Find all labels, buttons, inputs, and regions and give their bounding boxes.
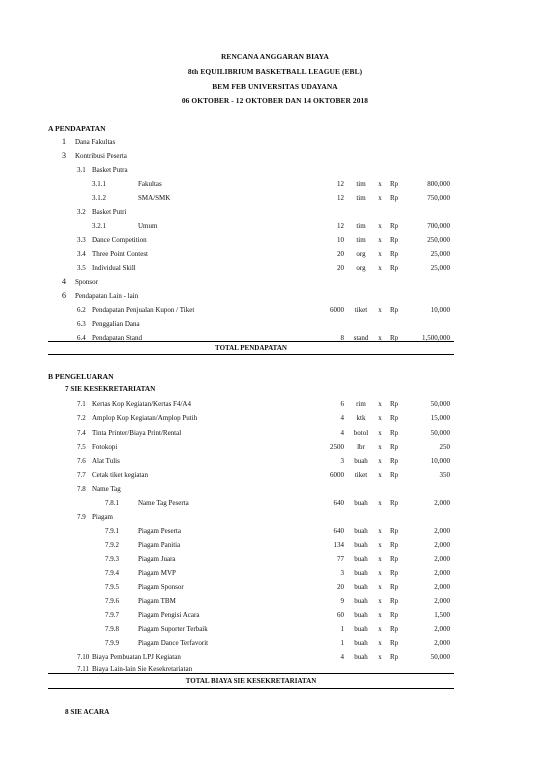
row-number: 1	[62, 137, 66, 146]
row-multiply: x	[378, 653, 382, 661]
row-multiply: x	[378, 625, 382, 633]
row-price: 2,000	[434, 639, 450, 647]
row-multiply: x	[378, 555, 382, 563]
row-label: Tinta Printer/Biaya Print/Rental	[92, 429, 182, 437]
section-b-title: B PENGELUARAN	[48, 372, 114, 381]
row-currency: Rp	[390, 180, 399, 188]
row-price: 2,000	[434, 541, 450, 549]
row-unit: buah	[354, 541, 368, 549]
row-price: 15,000	[430, 414, 450, 422]
row-unit: lbr	[357, 443, 365, 451]
row-number: 3	[62, 151, 66, 160]
row-label: Piagam Suporter Terbaik	[138, 625, 208, 633]
row-number: 7.9.5	[105, 583, 119, 591]
doc-title: RENCANA ANGGARAN BIAYA	[220, 52, 329, 61]
budget-row	[0, 320, 550, 331]
row-unit: buah	[354, 457, 368, 465]
row-label: Sponsor	[75, 278, 98, 286]
row-multiply: x	[378, 236, 382, 244]
budget-row	[0, 513, 550, 524]
row-currency: Rp	[390, 250, 399, 258]
budget-row	[0, 583, 550, 594]
row-multiply: x	[378, 541, 382, 549]
row-number: 3.4	[77, 250, 86, 258]
row-label: Dance Competition	[92, 236, 147, 244]
row-number: 6	[62, 291, 66, 300]
row-currency: Rp	[390, 194, 399, 202]
row-number: 7.9.2	[105, 541, 119, 549]
row-currency: Rp	[390, 583, 399, 591]
row-label: Penggalian Dana	[92, 320, 140, 328]
budget-row	[0, 443, 550, 454]
budget-row	[0, 639, 550, 650]
row-number: 7.9.7	[105, 611, 119, 619]
budget-row	[0, 400, 550, 411]
row-quantity: 8	[340, 334, 344, 342]
budget-row	[0, 625, 550, 636]
row-price: 700,000	[427, 222, 450, 230]
row-currency: Rp	[390, 306, 399, 314]
row-price: 25,000	[430, 264, 450, 272]
row-unit: buah	[354, 625, 368, 633]
budget-row	[0, 665, 550, 676]
row-unit: rim	[356, 400, 366, 408]
row-number: 7.11	[77, 665, 89, 673]
row-multiply: x	[378, 306, 382, 314]
row-currency: Rp	[390, 639, 399, 647]
row-number: 7.10	[77, 653, 90, 661]
row-unit: tim	[356, 222, 366, 230]
budget-row	[0, 292, 550, 303]
row-number: 6.2	[77, 306, 86, 314]
row-quantity: 6000	[330, 306, 344, 314]
budget-row	[0, 555, 550, 566]
budget-row	[0, 166, 550, 177]
row-currency: Rp	[390, 569, 399, 577]
sie-kesekretariatan-title: 7 SIE KESEKRETARIATAN	[65, 385, 156, 393]
row-multiply: x	[378, 443, 382, 451]
row-quantity: 1	[340, 625, 344, 633]
row-number: 7.2	[77, 414, 86, 422]
row-unit: buah	[354, 583, 368, 591]
row-price: 250	[439, 443, 450, 451]
row-price: 2,000	[434, 597, 450, 605]
row-label: Biaya Lain-lain Sie Kesekretariatan	[92, 665, 193, 673]
row-price: 2,000	[434, 583, 450, 591]
row-unit: ktk	[356, 414, 366, 422]
row-unit: botol	[353, 429, 369, 437]
row-price: 1,500	[434, 611, 450, 619]
row-quantity: 6000	[330, 471, 344, 479]
row-unit: tiket	[354, 471, 368, 479]
row-currency: Rp	[390, 555, 399, 563]
row-label: Basket Putra	[92, 166, 128, 174]
row-quantity: 77	[337, 555, 344, 563]
row-quantity: 4	[340, 429, 344, 437]
budget-row	[0, 611, 550, 622]
row-unit: buah	[354, 653, 368, 661]
row-multiply: x	[378, 400, 382, 408]
row-multiply: x	[378, 414, 382, 422]
row-label: Umum	[138, 222, 158, 230]
row-unit: buah	[354, 527, 368, 535]
row-number: 7.9.8	[105, 625, 119, 633]
row-quantity: 60	[337, 611, 344, 619]
row-multiply: x	[378, 194, 382, 202]
budget-row	[0, 264, 550, 275]
row-label: Individual Skill	[92, 264, 136, 272]
row-price: 2,000	[434, 499, 450, 507]
row-label: SMA/SMK	[138, 194, 171, 202]
row-label: Biaya Pembuatan LPJ Kegiatan	[92, 653, 181, 661]
row-price: 50,000	[430, 400, 450, 408]
budget-row	[0, 597, 550, 608]
row-label: Kertas Kop Kegiatan/Kertas F4/A4	[92, 400, 191, 408]
row-number: 7.6	[77, 457, 86, 465]
row-number: 7.8	[77, 485, 86, 493]
row-currency: Rp	[390, 334, 399, 342]
row-label: Piagam Panitia	[138, 541, 181, 549]
row-currency: Rp	[390, 236, 399, 244]
doc-organizer: BEM FEB UNIVERSITAS UDAYANA	[212, 82, 338, 91]
row-currency: Rp	[390, 457, 399, 465]
row-number: 3.3	[77, 236, 86, 244]
budget-row	[0, 527, 550, 538]
budget-row	[0, 457, 550, 468]
row-label: Name Tag Peserta	[138, 499, 189, 507]
row-multiply: x	[378, 180, 382, 188]
row-currency: Rp	[390, 222, 399, 230]
row-price: 250,000	[427, 236, 450, 244]
row-label: Piagam Peserta	[138, 527, 181, 535]
row-number: 7.5	[77, 443, 86, 451]
row-currency: Rp	[390, 400, 399, 408]
row-quantity: 4	[340, 653, 344, 661]
row-unit: org	[356, 264, 366, 272]
budget-row	[0, 194, 550, 205]
row-price: 800,000	[427, 180, 450, 188]
row-number: 3.5	[77, 264, 86, 272]
row-quantity: 20	[337, 583, 344, 591]
row-label: Basket Putri	[92, 208, 127, 216]
row-number: 6.3	[77, 320, 86, 328]
row-quantity: 12	[337, 180, 344, 188]
row-quantity: 12	[337, 194, 344, 202]
row-label: Dana Fakultas	[75, 138, 116, 146]
doc-date: 06 OKTOBER - 12 OKTOBER DAN 14 OKTOBER 2018	[181, 96, 369, 105]
row-label: Piagam Sponsor	[138, 583, 184, 591]
row-multiply: x	[378, 597, 382, 605]
row-label: Fotokopi	[92, 443, 118, 451]
budget-row	[0, 236, 550, 247]
row-price: 2,000	[434, 569, 450, 577]
section-a-title: A PENDAPATAN	[48, 124, 106, 133]
row-number: 3.2.1	[92, 222, 106, 230]
row-number: 4	[62, 277, 66, 286]
row-quantity: 3	[340, 569, 344, 577]
row-currency: Rp	[390, 443, 399, 451]
row-quantity: 640	[333, 499, 344, 507]
row-unit: tim	[356, 236, 366, 244]
row-currency: Rp	[390, 429, 399, 437]
row-quantity: 20	[337, 250, 344, 258]
row-currency: Rp	[390, 471, 399, 479]
row-quantity: 6	[340, 400, 344, 408]
row-price: 10,000	[430, 457, 450, 465]
row-label: Cetak tiket kegiatan	[92, 471, 148, 479]
row-label: Fakultas	[138, 180, 162, 188]
row-number: 7.9.9	[105, 639, 119, 647]
row-currency: Rp	[390, 541, 399, 549]
row-quantity: 640	[333, 527, 344, 535]
row-unit: tim	[356, 194, 366, 202]
row-unit: buah	[354, 639, 368, 647]
total-sekretariat-top-line	[48, 673, 454, 674]
budget-row	[0, 250, 550, 261]
row-multiply: x	[378, 429, 382, 437]
row-multiply: x	[378, 334, 382, 342]
row-price: 50,000	[430, 429, 450, 437]
budget-row	[0, 499, 550, 510]
row-price: 750,000	[427, 194, 450, 202]
row-label: Pendapatan Penjualan Kupon / Tiket	[92, 306, 195, 314]
row-currency: Rp	[390, 264, 399, 272]
row-price: 350	[439, 471, 450, 479]
row-label: Pendapatan Stand	[92, 334, 142, 342]
row-currency: Rp	[390, 527, 399, 535]
row-currency: Rp	[390, 625, 399, 633]
row-unit: buah	[354, 597, 368, 605]
row-quantity: 134	[333, 541, 344, 549]
row-quantity: 2500	[330, 443, 344, 451]
row-multiply: x	[378, 499, 382, 507]
row-label: Kontribusi Peserta	[75, 152, 127, 160]
row-price: 2,000	[434, 555, 450, 563]
row-quantity: 20	[337, 264, 344, 272]
row-label: Piagam Juara	[138, 555, 176, 563]
row-unit: stand	[353, 334, 369, 342]
row-label: Amplop Kop Kegiatan/Amplop Putih	[92, 414, 198, 422]
row-unit: buah	[354, 499, 368, 507]
budget-row	[0, 471, 550, 482]
row-unit: org	[356, 250, 366, 258]
row-unit: buah	[354, 569, 368, 577]
row-multiply: x	[378, 583, 382, 591]
row-multiply: x	[378, 264, 382, 272]
row-number: 7.8.1	[105, 499, 119, 507]
row-unit: buah	[354, 555, 368, 563]
budget-row	[0, 152, 550, 163]
row-unit: tiket	[354, 306, 368, 314]
row-number: 3.1.1	[92, 180, 106, 188]
row-multiply: x	[378, 639, 382, 647]
budget-row	[0, 208, 550, 219]
row-number: 7.9.4	[105, 569, 119, 577]
row-quantity: 1	[340, 639, 344, 647]
row-currency: Rp	[390, 597, 399, 605]
row-label: Three Point Contest	[92, 250, 148, 258]
row-multiply: x	[378, 569, 382, 577]
row-price: 25,000	[430, 250, 450, 258]
row-unit: tim	[356, 180, 366, 188]
row-label: Piagam Pengisi Acara	[138, 611, 200, 619]
budget-row	[0, 429, 550, 440]
total-pendapatan-label: TOTAL PENDAPATAN	[215, 344, 287, 352]
row-number: 7.7	[77, 471, 86, 479]
row-quantity: 9	[340, 597, 344, 605]
budget-row	[0, 569, 550, 580]
row-multiply: x	[378, 527, 382, 535]
row-number: 3.1	[77, 166, 86, 174]
total-sekretariat-bottom-line	[48, 688, 454, 689]
row-quantity: 4	[340, 414, 344, 422]
budget-row	[0, 306, 550, 317]
budget-row	[0, 222, 550, 233]
budget-row	[0, 541, 550, 552]
row-number: 7.1	[77, 400, 86, 408]
row-unit: buah	[354, 611, 368, 619]
row-quantity: 3	[340, 457, 344, 465]
row-number: 6.4	[77, 334, 86, 342]
row-price: 1,500,000	[422, 334, 450, 342]
budget-row	[0, 485, 550, 496]
row-price: 2,000	[434, 527, 450, 535]
row-currency: Rp	[390, 499, 399, 507]
row-quantity: 10	[337, 236, 344, 244]
sie-acara-title: 8 SIE ACARA	[65, 708, 110, 716]
row-quantity: 12	[337, 222, 344, 230]
row-price: 2,000	[434, 625, 450, 633]
row-currency: Rp	[390, 611, 399, 619]
row-number: 3.1.2	[92, 194, 106, 202]
total-pendapatan-bottom-line	[48, 354, 454, 355]
row-number: 7.9.6	[105, 597, 119, 605]
budget-row	[0, 278, 550, 289]
row-label: Piagam TBM	[138, 597, 176, 605]
doc-event-name: 8th EQUILIBRIUM BASKETBALL LEAGUE (EBL)	[187, 67, 363, 76]
row-number: 7.9.3	[105, 555, 119, 563]
budget-row	[0, 653, 550, 664]
row-label: Piagam MVP	[138, 569, 176, 577]
row-currency: Rp	[390, 653, 399, 661]
row-number: 3.2	[77, 208, 86, 216]
row-number: 7.9.1	[105, 527, 119, 535]
row-label: Alat Tulis	[92, 457, 120, 465]
row-multiply: x	[378, 457, 382, 465]
budget-row	[0, 180, 550, 191]
row-multiply: x	[378, 250, 382, 258]
total-pendapatan-top-line	[48, 341, 454, 342]
row-multiply: x	[378, 611, 382, 619]
row-number: 7.9	[77, 513, 86, 521]
row-multiply: x	[378, 471, 382, 479]
row-label: Name Tag	[92, 485, 121, 493]
budget-row	[0, 138, 550, 149]
row-multiply: x	[378, 222, 382, 230]
row-price: 10,000	[430, 306, 450, 314]
row-currency: Rp	[390, 414, 399, 422]
row-label: Pendapatan Lain - lain	[75, 292, 139, 300]
budget-row	[0, 414, 550, 425]
total-sekretariat-label: TOTAL BIAYA SIE KESEKRETARIATAN	[185, 677, 317, 685]
row-number: 7.4	[77, 429, 86, 437]
row-label: Piagam Dance Terfavorit	[138, 639, 209, 647]
row-price: 50,000	[430, 653, 450, 661]
row-label: Piagam	[92, 513, 113, 521]
